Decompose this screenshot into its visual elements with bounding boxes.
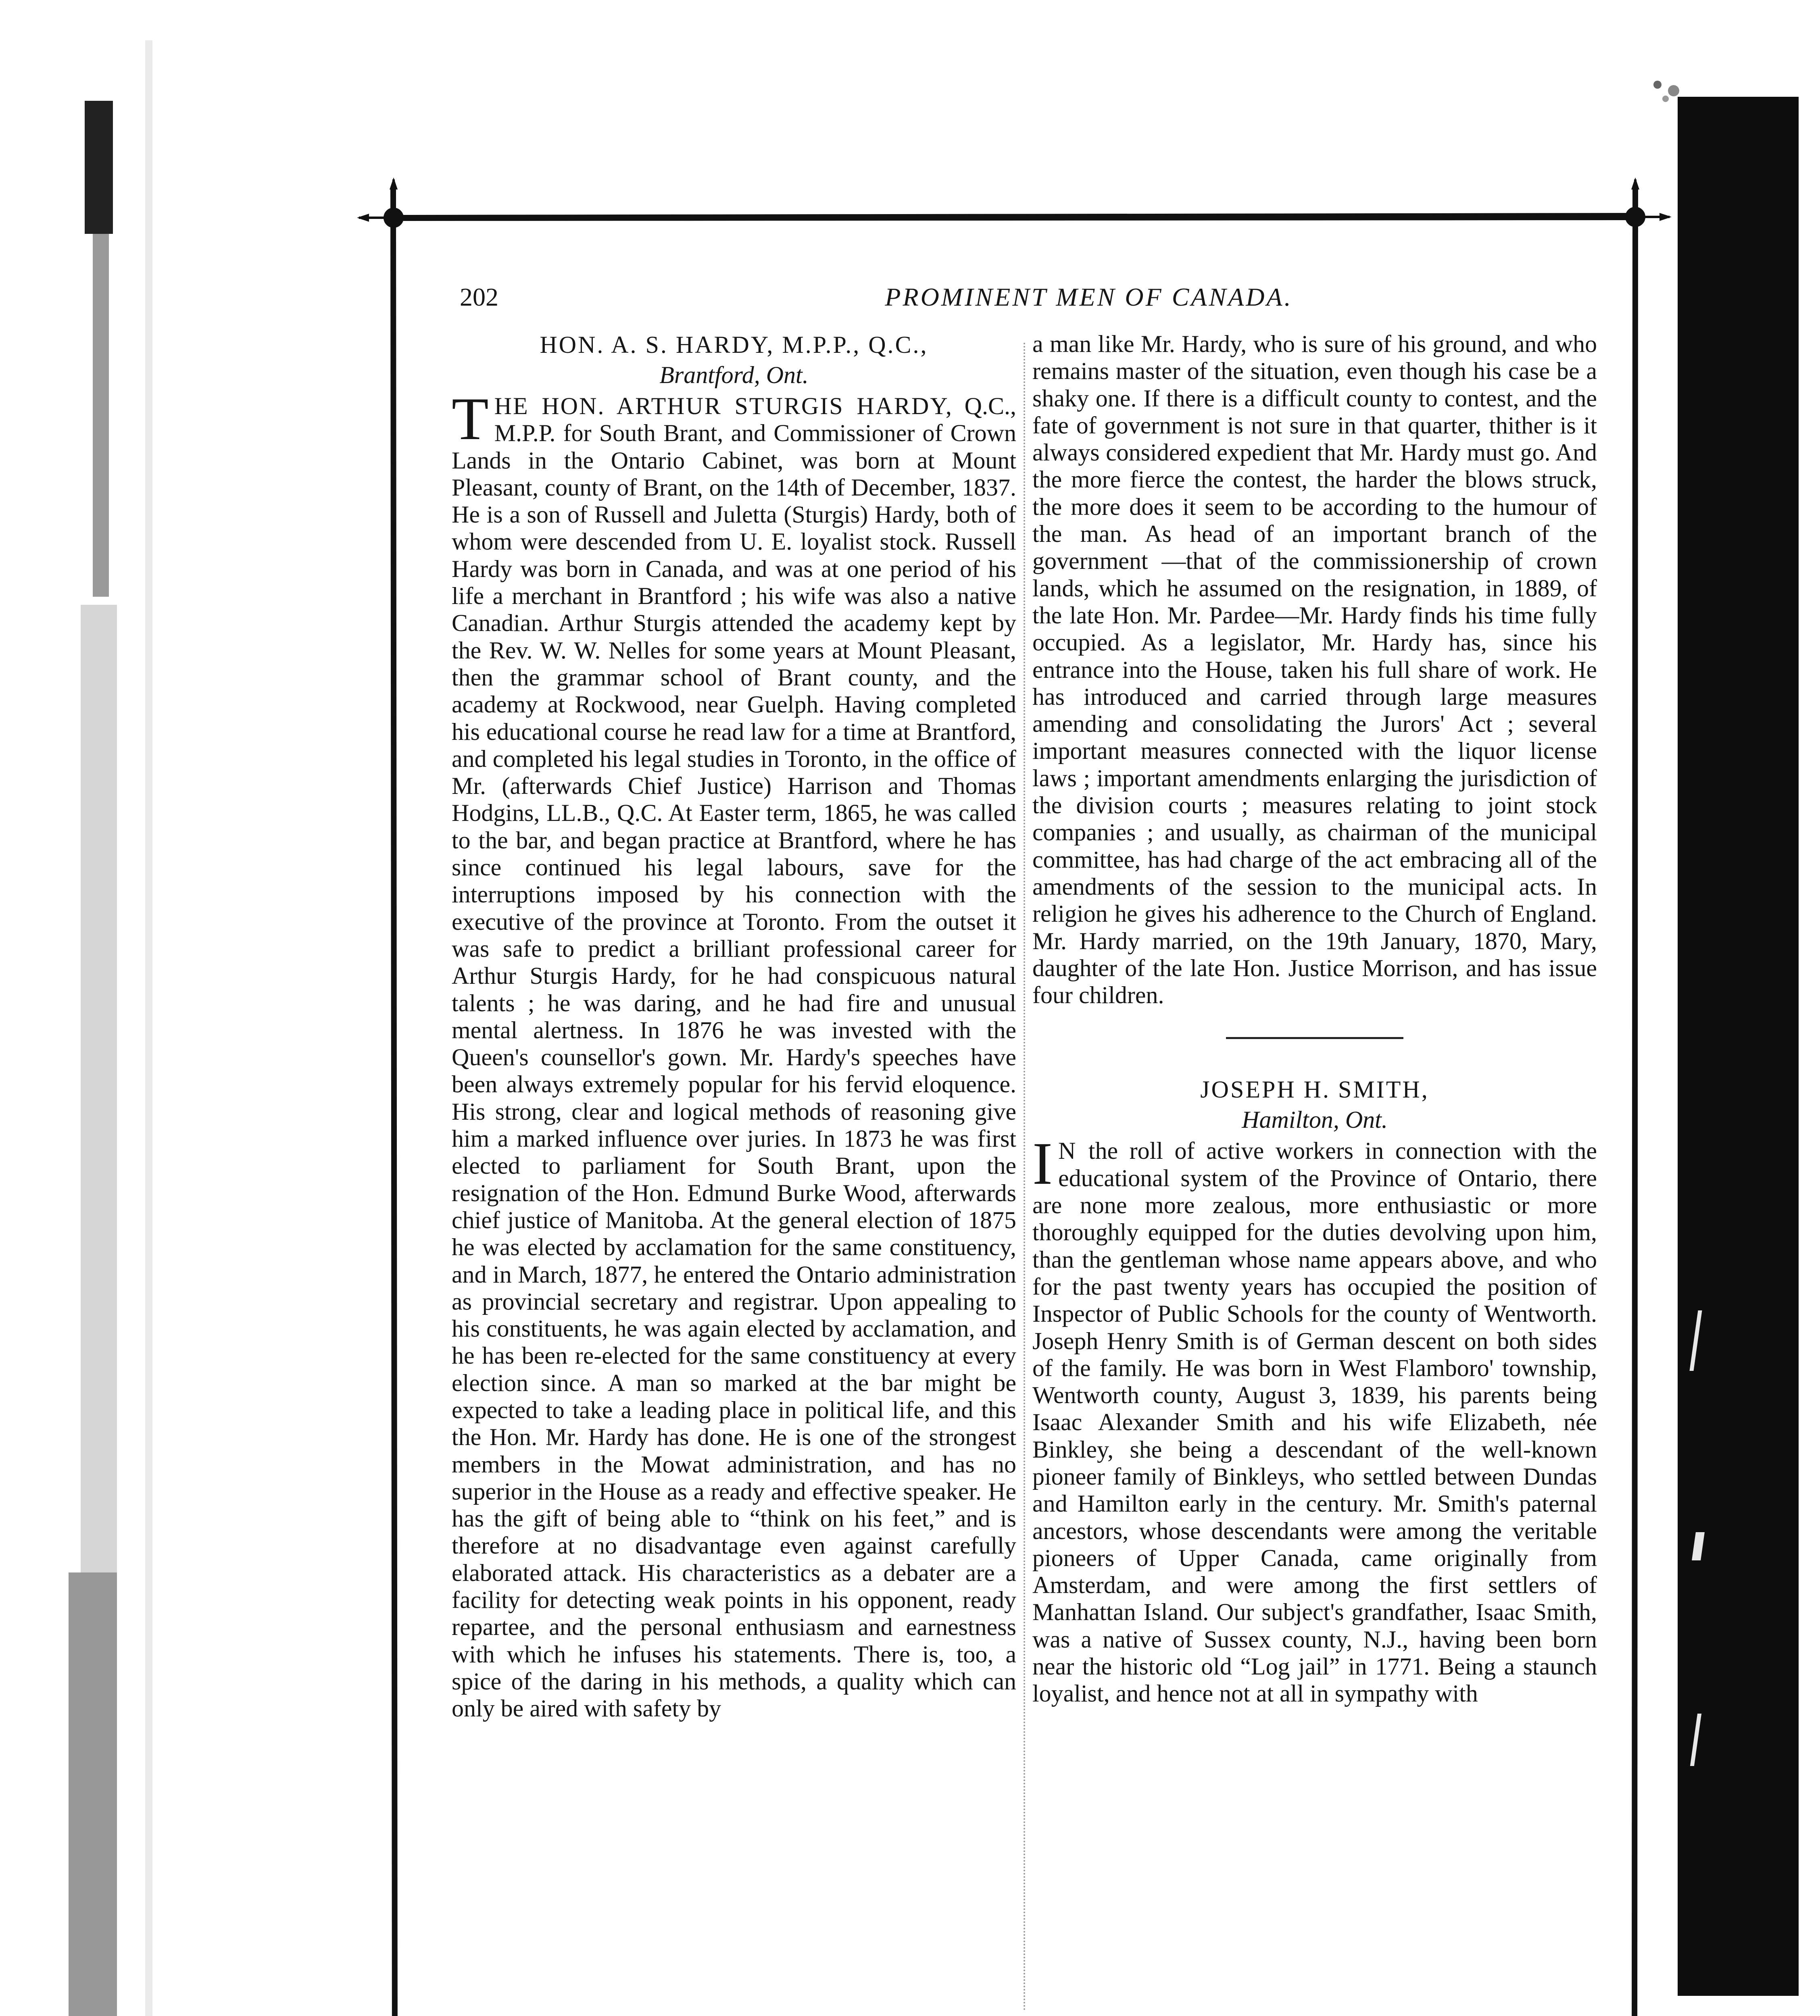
- body-text: the roll of active workers in connection with the educational system of the Province of Ontario, there are none more zealous, more enthusiastic or more thoroughly equipped for the duties devolving upon him, than the gentleman whose name appears above, and who for the past twenty years has occupied the position of Inspector of Public Schools for the county of Wentworth. Joseph Henry Smith is of German descent on both sides of the family. He was born in West Flamboro' township, Wentworth county, August 3, 1839, his parents being Isaac Alexander Smith and his wife Elizabeth, née Binkley, she being a descendant of the well-known pioneer family of Binkleys, who settled between Dundas and Hamilton early in the century. Mr. Smith's paternal ancestors, whose descendants were among the veritable pioneers of Upper Canada, came originally from Amsterdam, and were among the first settlers of Manhattan Island. Our subject's grandfather, Isaac Smith, was a native of Sussex county, N.J., having been born near the historic old “Log jail” in 1771. Being a staunch loyalist, and hence not at all in sympathy with: [1032, 1137, 1597, 1707]
- corner-ornament-br: [1597, 2012, 1672, 2016]
- section-rule: [1226, 1037, 1403, 1039]
- right-rule: [1632, 190, 1638, 2016]
- article-body: [452, 385, 1017, 1722]
- article-title: JOSEPH H. SMITH,: [1200, 1076, 1429, 1103]
- drop-cap: I: [1032, 1130, 1053, 1198]
- left-rule: [390, 190, 398, 2016]
- lead-caps: HE HON. ARTHUR STURGIS HARDY,: [494, 393, 953, 419]
- right-column: [1032, 331, 1597, 1708]
- body-text: a man like Mr. Hardy, who is sure of his ground, and who remains master of the situation, even though his case be a shaky one. If there is a difficult county to contest, and the fate of government is not sure in that quarter, thither is it always considered expedient that Mr. Hardy must go. And the more fierce the contest, the harder the blows struck, the more does it seem to be according to the humour of the man. As head of an important branch of the government —that of the commissionership of crown lands, which he assumed on the resignation, in 1889, of the late Hon. Mr. Pardee—Mr. Hardy finds his time fully occupied. As a legislator, Mr. Hardy has, since his entrance into the House, taken his full share of work. He has introduced and carried through large measures amending and consolidating the Jurors' Act ; several important measures connected with the liquor license laws ; important amendments enlarging the jurisdiction of the division courts ; measures relating to joint stock companies ; and usually, as chairman of the municipal committee, has had charge of the act embracing all of the amendments of the session to the municipal acts. In religion he gives his adherence to the Church of England. Mr. Hardy married, on the 19th January, 1870, Mary, daughter of the late Hon. Justice Morrison, and has issue four children.: [1032, 331, 1597, 1009]
- article-body-continued: [1032, 331, 1597, 1009]
- article-place: Brantford, Ont.: [659, 362, 809, 388]
- lead-caps: N: [1058, 1137, 1077, 1164]
- left-column: [452, 331, 1016, 1722]
- corner-ornament-bl: [353, 2012, 427, 2016]
- article-body: [1032, 1130, 1597, 1707]
- page-number: 202: [460, 283, 498, 311]
- article-place: Hamilton, Ont.: [1242, 1106, 1388, 1133]
- body-text: Q.C., M.P.P. for South Brant, and Commissioner of Crown Lands in the Ontario Cabinet, was born at Mount Pleasant, county of Brant, on the 14th of December, 1837. He is a son of Russell and Juletta (Sturgis) Hardy, both of whom were descended from U. E. loyalist stock. Russell Hardy was born in Canada, and was at one period of his life a merchant in Brantford ; his wife was also a native Canadian. Arthur Sturgis attended the academy kept by the Rev. W. W. Nelles for some years at Mount Pleasant, then the grammar school of Brant county, and the academy at Rockwood, near Guelph. Having completed his educational course he read law for a time at Brantford, and completed his legal studies in Toronto, in the office of Mr. (afterwards Chief Justice) Harrison and Thomas Hodgins, LL.B., Q.C. At Easter term, 1865, he was called to the bar, and began practice at Brantford, where he has since continued his legal labours, save for the interruptions imposed by his connection with the executive of the province at Toronto. From the outset it was safe to predict a brilliant professional career for Arthur Sturgis Hardy, for he had conspicuous natural talents ; he was daring, and he had fire and unusual mental alertness. In 1876 he was invested with the Queen's counsellor's gown. Mr. Hardy's speeches have been always extremely popular for his fervid eloquence. His strong, clear and logical methods of reasoning give him a marked influence over juries. In 1873 he was first elected to parliament for South Brant, upon the resignation of the Hon. Edmund Burke Wood, afterwards chief justice of Manitoba. At the general election of 1875 he was elected by acclamation for the same constituency, and in March, 1877, he entered the Ontario administration as provincial secretary and registrar. Upon appealing to his constituents, he was again elected by acclamation, and he has been re-elected for the same constituency at every election since. A man so marked at the bar might be expected to take a leading place in political life, and this the Hon. Mr. Hardy has done. He is one of the strongest members in the Mowat administration, and has no superior in the House as a ready and effective speaker. He has the gift of being able to “think on his feet,” and is therefore at no disadvantage even against carefully elaborated attack. His characteristics as a debater are a facility for detecting weak points in his opponent, ready repartee, and the personal enthusiasm and earnestness with which he infuses his statements. There is, too, a spice of the daring in his methods, a quality which can only be aired with safety by: [452, 393, 1017, 1722]
- drop-cap: T: [452, 385, 489, 452]
- article-title: HON. A. S. HARDY, M.P.P., Q.C.,: [540, 331, 928, 358]
- top-rule: [403, 213, 1635, 221]
- column-divider: [1024, 343, 1025, 2012]
- running-head: PROMINENT MEN OF CANADA.: [885, 283, 1293, 311]
